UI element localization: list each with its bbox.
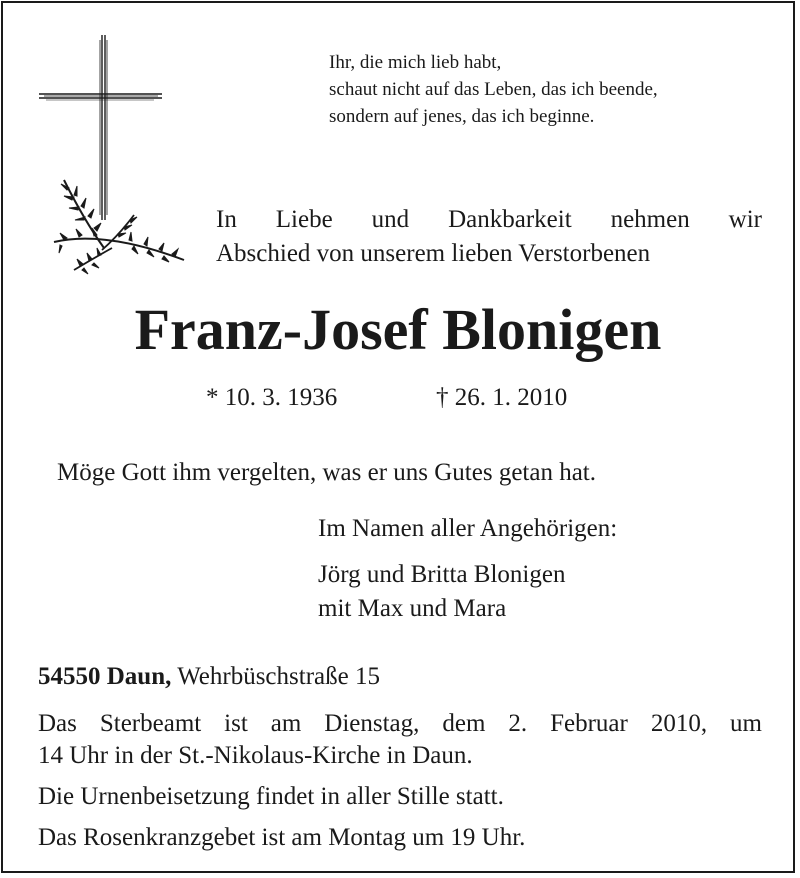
family-intro: Im Namen aller Angehörigen: [318,515,618,542]
notices [38,708,762,863]
funeral-notice-line: Das Sterbeamt ist am Dienstag, dem 2. Februar 2010, um [38,710,762,737]
burial-notice: Die Urnenbeisetzung findet in aller Stille statt. [38,783,504,810]
death-date: † 26. 1. 2010 [436,384,568,411]
rosary-notice: Das Rosenkranzgebet ist am Montag um 19 Uhr. [38,824,526,851]
farewell-line: Abschied von unserem lieben Verstorbenen [216,240,651,267]
address-place: 54550 Daun, [38,663,172,690]
funeral-notice-line: 14 Uhr in der St.-Nikolaus-Kirche in Daun. [38,742,473,769]
family-line: Jörg und Britta Blonigen [318,561,566,588]
memorial-poem [329,49,658,130]
family-line: mit Max und Mara [318,595,507,622]
blessing-text: Möge Gott ihm vergelten, was er uns Gutes getan hat. [57,459,597,486]
family-signature [318,512,617,626]
poem-line: schaut nicht auf das Leben, das ich beende, [329,79,658,100]
poem-line: sondern auf jenes, das ich beginne. [329,106,595,127]
address [38,660,380,694]
address-street: Wehrbüschstraße 15 [177,663,380,690]
palm-branch-icon [54,180,184,274]
farewell-text [216,203,762,271]
birth-date: * 10. 3. 1936 [206,384,338,411]
funeral-notice [38,708,762,772]
farewell-line: In Liebe und Dankbarkeit nehmen wir [216,206,762,233]
poem-line: Ihr, die mich lieb habt, [329,52,502,73]
cross-icon [34,30,194,280]
deceased-name: Franz-Josef Blonigen [134,297,662,362]
